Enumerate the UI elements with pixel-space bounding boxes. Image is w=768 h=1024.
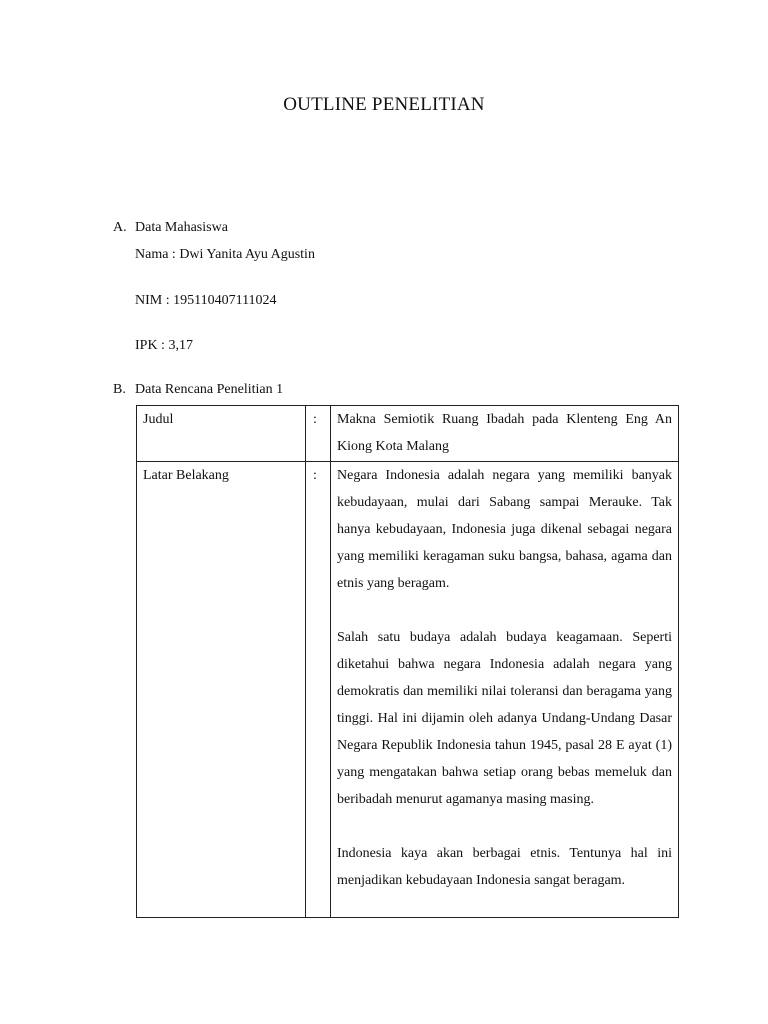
- row-label-latar-belakang: Latar Belakang: [137, 462, 306, 918]
- row-label-judul: Judul: [137, 406, 306, 462]
- section-b-title: Data Rencana Penelitian 1: [135, 382, 284, 397]
- row-colon-latar-belakang: :: [306, 462, 331, 918]
- section-a: [113, 218, 228, 238]
- latar-belakang-text: [337, 462, 672, 917]
- research-plan-table: [136, 405, 679, 918]
- page-title: OUTLINE PENELITIAN: [283, 94, 485, 115]
- row-colon-judul: :: [306, 406, 331, 462]
- paragraph: Indonesia kaya akan berbagai etnis. Tentunya hal ini menjadikan kebudayaan Indonesia sangat beragam.: [337, 846, 672, 888]
- section-b-letter: B.: [113, 382, 126, 397]
- paragraph: Salah satu budaya adalah budaya keagamaan. Seperti diketahui bahwa negara Indonesia adalah negara yang demokratis dan memiliki nilai toleransi dan beragama yang tinggi. Hal ini dijamin oleh adanya Undang-Undang Dasar Negara Republik Indonesia tahun 1945, pasal 28 E ayat (1) yang mengatakan bahwa setiap orang bebas memeluk dan beribadah menurut agamanya masing masing.: [337, 630, 672, 807]
- paragraph: Negara Indonesia adalah negara yang memiliki banyak kebudayaan, mulai dari Sabang sampai Merauke. Tak hanya kebudayaan, Indonesia juga dikenal sebagai negara yang memiliki keragaman suku bangsa, bahasa, agama dan etnis yang beragam.: [337, 468, 672, 591]
- student-name: Nama : Dwi Yanita Ayu Agustin: [135, 247, 315, 262]
- section-a-heading: [113, 218, 228, 238]
- table-row-judul: [137, 406, 679, 462]
- section-a-letter: A.: [113, 220, 127, 235]
- section-b-heading: [113, 380, 283, 400]
- student-nim: NIM : 195110407111024: [135, 293, 277, 308]
- row-value-latar-belakang: [331, 462, 679, 918]
- section-a-title: Data Mahasiswa: [135, 220, 228, 235]
- section-b: [113, 380, 283, 400]
- row-value-judul: Makna Semiotik Ruang Ibadah pada Klenteng Eng An Kiong Kota Malang: [331, 406, 679, 462]
- student-ipk: IPK : 3,17: [135, 338, 193, 353]
- table-row-latar-belakang: [137, 462, 679, 918]
